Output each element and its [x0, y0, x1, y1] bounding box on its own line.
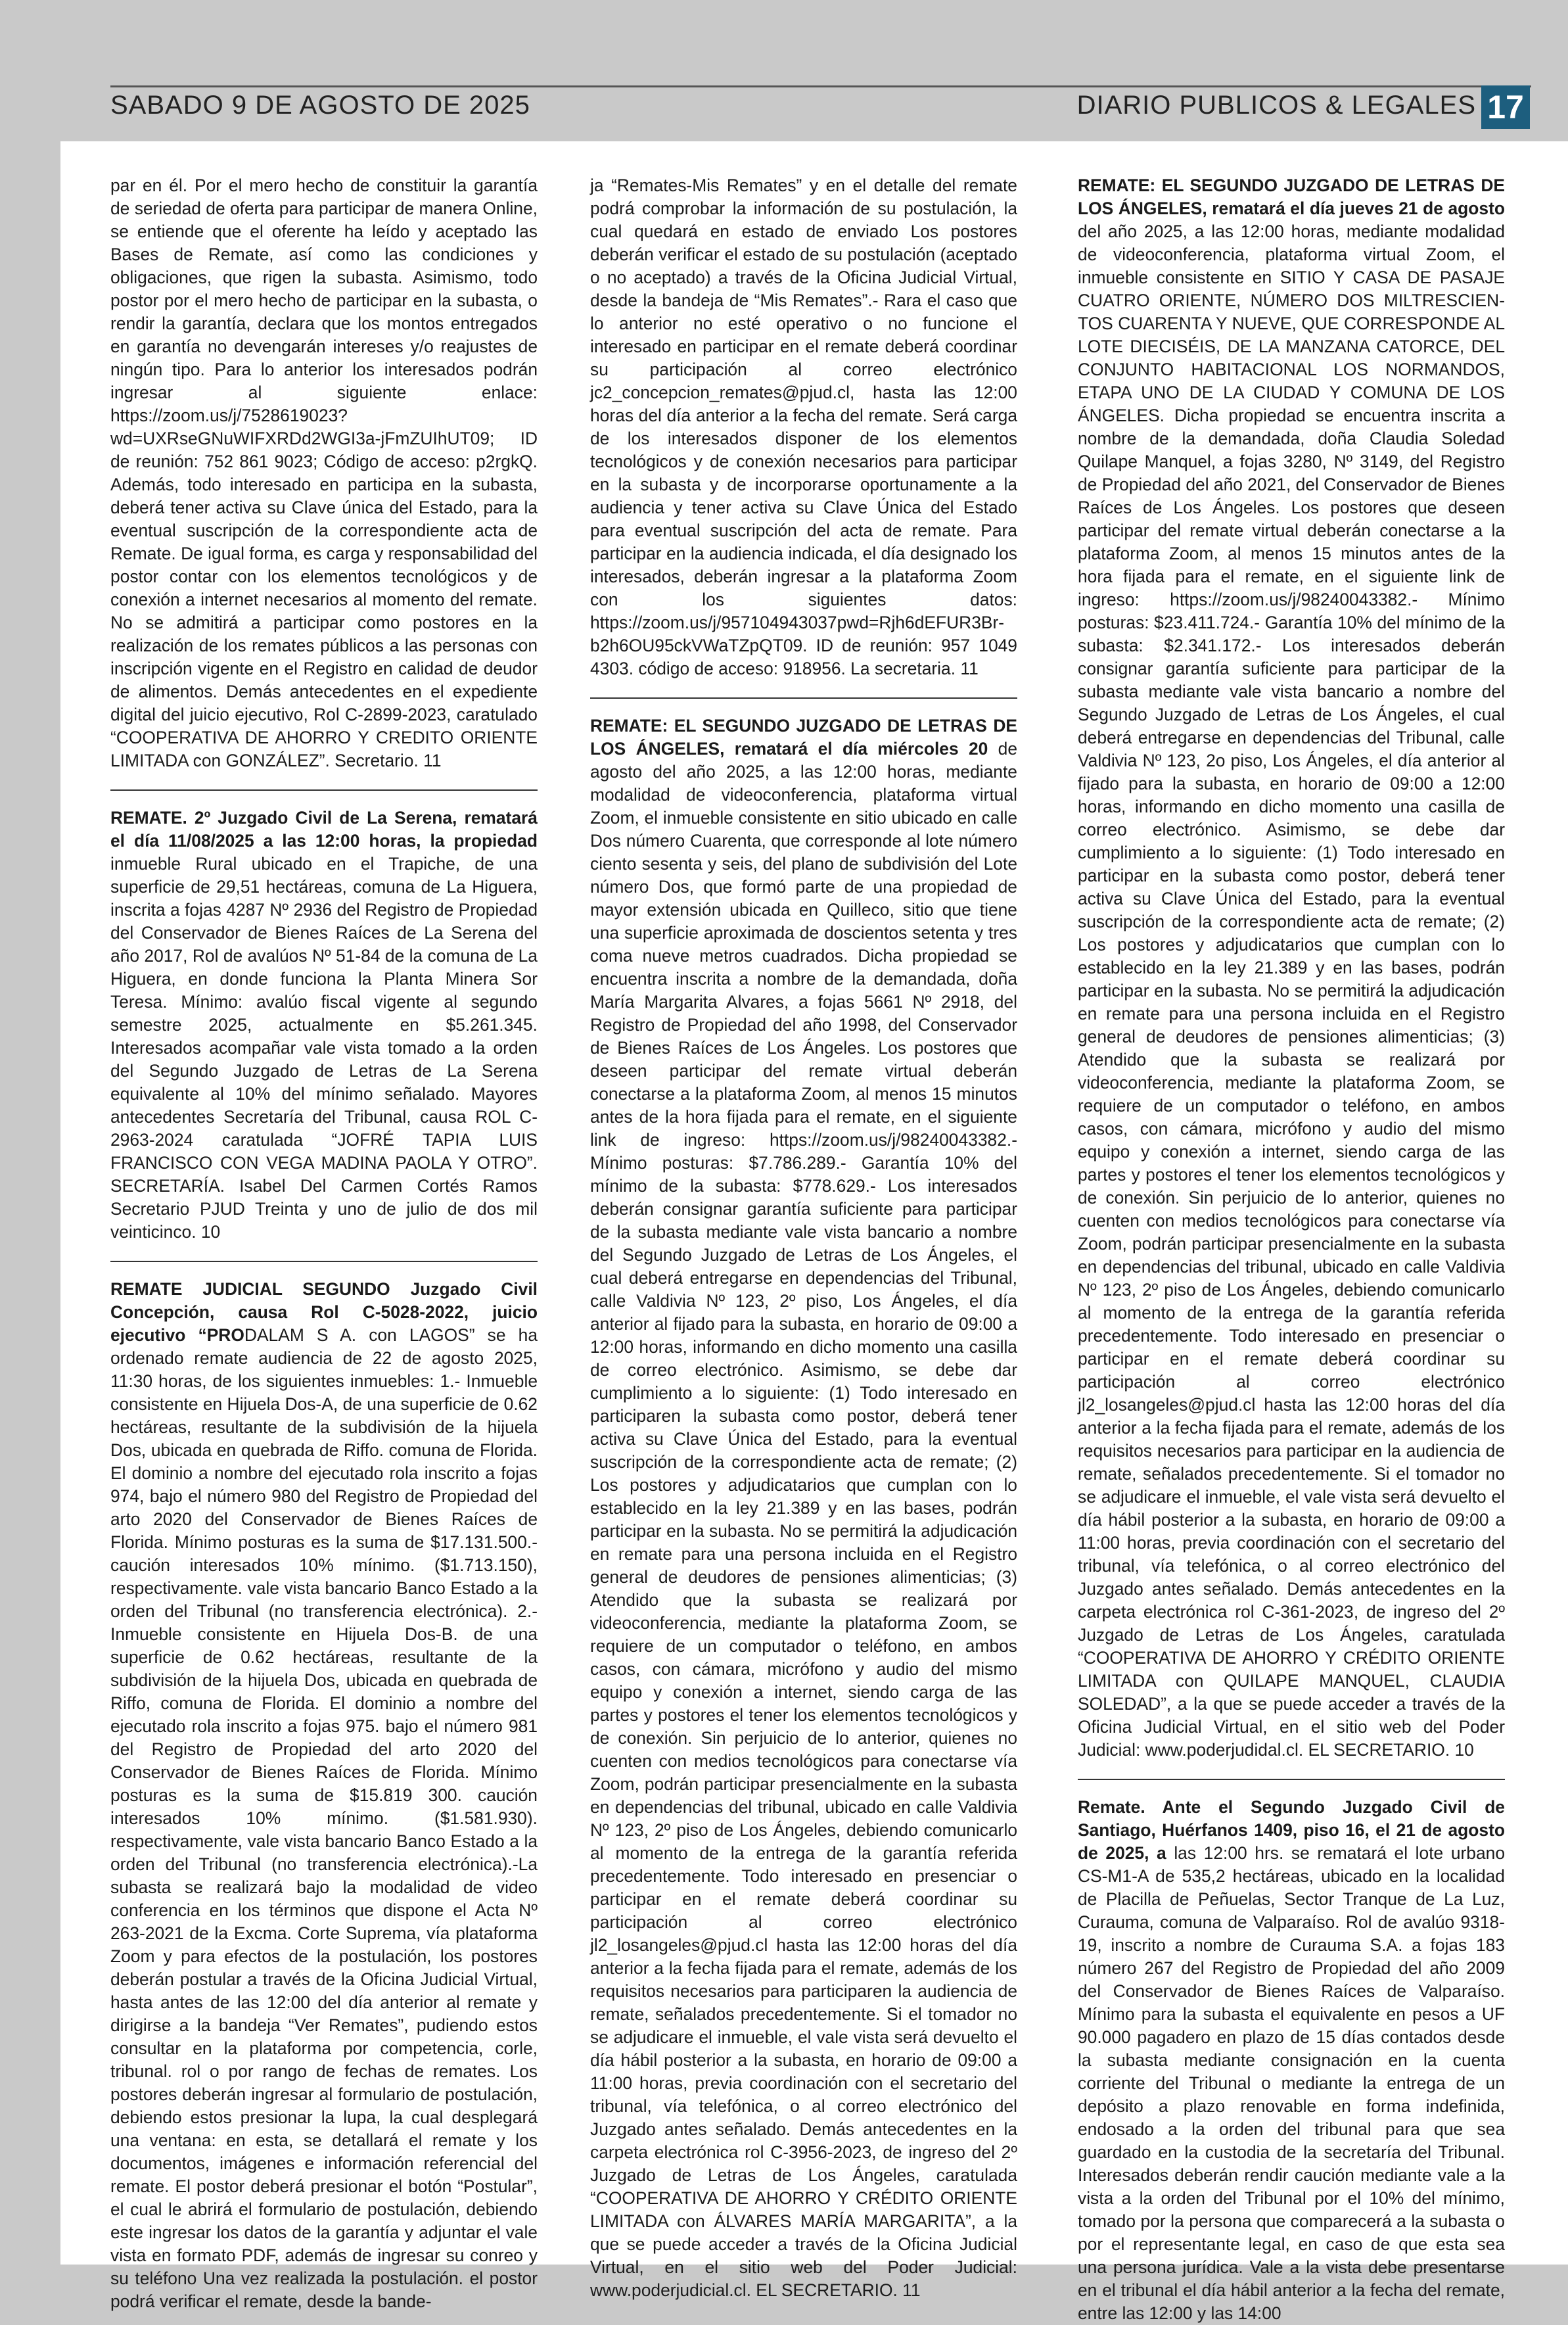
- notice-heading: REMATE: EL SEGUNDO JUZGADO DE LETRAS DE LOS ÁNGELES, rematará el día miércoles 20: [590, 716, 1017, 759]
- notice-body: ja “Remates-Mis Remates” y en el detalle del remate podrá comprobar la información de su postulación, la cual quedará en estado de enviado Los postores deberán verificar el estado de su postulación (aceptado o no aceptado) a través de la Oficina Judicial Virtual, desde la bandeja de “Mis Remates”.- Rara el caso que lo anterior no esté operativo o no funcione el interesado en participar en el remate deberá coordinar su participación al correo electrónico jc2_concepcion_remates@pjud.cl, hasta las 12:00 horas del día anterior a la fecha del remate. Será carga de los interesados disponer de los elementos tecnológicos y de conexión necesarios para participar en la subasta y de incorporarse oportunamente a la audiencia y tener activa su Clave Única del Estado para eventual suscripción del acta de remate. Para participar en la audiencia indicada, el día designado los interesados, deberán ingresar a la plataforma Zoom con los siguientes datos: https://zoom.us/j/957104943037pwd=Rjh6dEFUR3Br-b2h6OU95ckVWaTZpQT09. ID de reunión: 957 1049 4303. código de acceso: 918956. La secretaria. 11: [590, 176, 1017, 678]
- notice-continuation: [590, 174, 1017, 680]
- notice-body: de agosto del año 2025, a las 12:00 horas, mediante modalidad de videoconferencia, plataforma virtual Zoom, el inmueble consistente en sitio ubicado en calle Dos número Cuarenta, que corresponde al lote número ciento sesenta y seis, del plano de subdivisión del Lote número Dos, que formó parte de una propiedad de mayor extensión ubicada en Quilleco, sitio que tiene una superficie aproximada de doscientos setenta y tres coma nueve metros cuadrados. Dicha propiedad se encuentra inscrita a nombre de la demandada, doña María Margarita Alvares, a fojas 5661 Nº 2918, del Registro de Propiedad del año 1998, del Conservador de Bienes Raíces de Los Ángeles. Los postores que deseen participar del remate virtual deberán conectarse a la plataforma Zoom, al menos 15 minutos antes de la hora fijada para el remate, en el siguiente link de ingreso: https://zoom.us/j/98240043382.- Mínimo posturas: $7.786.289.- Garantía 10% del mínimo de la subasta: $778.629.- Los interesados deberán consignar garantía suficiente para participar de la subasta mediante vale vista bancario a nombre del Segundo Juzgado de Letras de Los Ángeles, el cual deberá entregarse en dependencias del Tribunal, calle Valdivia Nº 123, 2º piso, Los Ángeles, el día anterior al fijado para la subasta, en horario de 09:00 a 12:00 horas, informando en dicho momento una casilla de correo electrónico. Asimismo, se debe dar cumplimiento a lo siguiente: (1) Todo interesado en participaren la subasta como postor, deberá tener activa su Clave Única del Estado, para la eventual suscripción de la correspondiente acta de remate; (2) Los postores y adjudicatarios que cumplan con lo establecido en la ley 21.389 y en las bases, podrán participar en la subasta. No se permitirá la adjudicación en remate para una persona incluida en el Registro general de deudores de pensiones alimenticias; (3) Atendido que la subasta se realizará por videoconferencia, mediante la plataforma Zoom, se requiere de un computador o teléfono, en ambos casos, con cámara, micrófono y audio del mismo equipo y conexión a internet, siendo carga de las partes y postores el tener los elementos tecnológicos y de conexión. Sin perjuicio de lo anterior, quienes no cuenten con medios tecnológicos para conectarse vía Zoom, podrán participar presencialmente en la subasta en dependencias del tribunal, ubicado en calle Valdivia Nº 123, 2º piso de Los Ángeles, debiendo comunicarlo al momento de la entrega de la garantía referida precedentemente. Todo interesado en presenciar o participar en el remate deberá coordinar su participación al correo electrónico jl2_losangeles@pjud.cl hasta las 12:00 horas del día anterior a la fecha fijada para el remate, además de los requisitos necesarios para participaren la audiencia de remate, señalados precedentemente. Si el tomador no se adjudicare el inmueble, el vale vista será devuelto el día hábil posterior a la subasta, en horario de 09:00 a 11:00 horas, previa coordinación con el secretario del tribunal, vía telefónica, o al correo electrónico del Juzgado antes señalado. Demás antecedentes en la carpeta electrónica rol C-3956-2023, de ingreso del 2º Juzgado de Letras de Los Ángeles, caratulada “COOPERATIVA DE AHORRO Y CRÉDITO ORIENTE LIMITADA con ÁLVARES MARÍA MARGARITA”, a la que se puede acceder a través de la Oficina Judicial Virtual, en el sitio web del Poder Judicial: www.poderjudicial.cl. EL SECRETARIO. 11: [590, 739, 1018, 2300]
- notice-divider: [110, 789, 538, 791]
- notice-continuation: [110, 174, 538, 772]
- page-number: 17: [1481, 85, 1530, 129]
- header-rule: [110, 85, 1531, 87]
- notice-heading: Remate. Ante el Segundo Juzgado Civil de Santiago, Huérfanos 1409, piso 16, el 21 de agosto de 2025, a: [1078, 1797, 1505, 1863]
- notice-la-serena: [110, 807, 538, 1244]
- notice-body: del año 2025, a las 12:00 horas, mediante modalidad de videoconferencia, plataforma virtual Zoom, el inmueble consistente en SITIO Y CASA DE PASAJE CUATRO ORIENTE, NÚMERO DOS MILTRESCIEN-TOS CUARENTA Y NUEVE, QUE CORRESPONDE AL LOTE DIECISÉIS, DE LA MANZANA CATORCE, DEL CONJUNTO HABITACIONAL LOS NORMANDOS, ETAPA UNO DE LA CIUDAD Y COMUNA DE LOS ÁNGELES. Dicha propiedad se encuentra inscrita a nombre de la demandada, doña Claudia Soledad Quilape Manquel, a fojas 3280, Nº 3149, del Registro de Propiedad del año 2021, del Conservador de Bienes Raíces de Los Ángeles. Los postores que deseen participar del remate virtual deberán conectarse a la plataforma Zoom, al menos 15 minutos antes de la hora fijada para el remate, en el siguiente link de ingreso: https://zoom.us/j/98240043382.- Mínimo posturas: $23.411.724.- Garantía 10% del mínimo de la subasta: $2.341.172.- Los interesados deberán consignar garantía suficiente para participar de la subasta mediante vale vista bancario a nombre del Segundo Juzgado de Letras de Los Ángeles, el cual deberá entregarse en dependencias del Tribunal, calle Valdivia Nº 123, 2o piso, Los Ángeles, el día anterior al fijado para la subasta, en horario de 09:00 a 12:00 horas, informando en dicho momento una casilla de correo electrónico. Asimismo, se debe dar cumplimiento a lo siguiente: (1) Todo interesado en participar en la subasta como postor, deberá tener activa su Clave Única del Estado, para la eventual suscripción de la correspondiente acta de remate; (2) Los postores y adjudicatarios que cumplan con lo establecido en la ley 21.389 y en las bases, podrán participar en la subasta. No se permitirá la adjudicación en remate para una persona incluida en el Registro general de deudores de pensiones alimenticias; (3) Atendido que la subasta se realizará por videoconferencia, mediante la plataforma Zoom, se requiere de un computador o teléfono, en ambos casos, con cámara, micrófono y audio del mismo equipo y conexión a internet, siendo carga de las partes y postores el tener los elementos tecnológicos y de conexión. Sin perjuicio de lo anterior, quienes no cuenten con medios tecnológicos para conectarse vía Zoom, podrán participar presencialmente en la subasta en dependencias del tribunal, ubicado en calle Valdivia Nº 123, 2º piso de Los Ángeles, debiendo comunicarlo al momento de la entrega de la garantía referida precedentemente. Todo interesado en presenciar o participar en el remate deberá coordinar su participación al correo electrónico jl2_losangeles@pjud.cl hasta las 12:00 horas del día anterior a la fecha fijada para el remate, además de los requisitos necesarios para participar en la audiencia de remate, señalados precedentemente. Si el tomador no se adjudicare el inmueble, el vale vista será devuelto el día hábil posterior a la subasta, en horario de 09:00 a 11:00 horas, previa coordinación con el secretario del tribunal, vía telefónica, o al correo electrónico del Juzgado antes señalado. Demás antecedentes en la carpeta electrónica rol C-361-2023, de ingreso del 2º Juzgado de Letras de Los Ángeles, caratulada “COOPERATIVA DE AHORRO Y CRÉDITO ORIENTE LIMITADA con QUILAPE MANQUEL, CLAUDIA SOLEDAD”, a la que se puede acceder a través de la Oficina Judicial Virtual, en el sitio web del Poder Judicial: www.poderjudidal.cl. EL SECRETARIO. 10: [1078, 222, 1505, 1760]
- notice-heading: REMATE JUDICIAL SEGUNDO Juzgado Civil Concepción, causa Rol C-5028-2022, juicio ejecutivo “PRO: [110, 1279, 538, 1345]
- notice-body: inmueble Rural ubicado en el Trapiche, de una superficie de 29,51 hectáreas, comuna de La Higuera, inscrita a fojas 4287 Nº 2936 del Registro de Propiedad del Conservador de Bienes Raíces de La Serena del año 2017, Rol de avalúos Nº 51-84 de la comuna de La Higuera, en donde funciona la Planta Minera Sor Teresa. Mínimo: avalúo fiscal vigente al segundo semestre 2025, actualmente en $5.261.345. Interesados acompañar vale vista tomado a la orden del Segundo Juzgado de Letras de La Serena equivalente al 10% del mínimo señalado. Mayores antecedentes Secretaría del Tribunal, causa ROL C-2963-2024 caratulada “JOFRÉ TAPIA LUIS FRANCISCO CON VEGA MADINA PAOLA Y OTRO”. SECRETARÍA. Isabel Del Carmen Cortés Ramos Secretario PJUD Treinta y uno de julio de dos mil veinticinco. 10: [110, 854, 538, 1242]
- notice-los-angeles-20: [590, 715, 1017, 2302]
- notice-divider: [110, 1261, 538, 1262]
- notice-body: par en él. Por el mero hecho de constituir la garantía de seriedad de oferta para participar de manera Online, se entiende que el oferente ha leído y aceptado las Bases de Remate, así como las condiciones y obligaciones, que rigen la subasta. Asimismo, todo postor por el mero hecho de participar en la subasta, o rendir la garantía, declara que los montos entregados en garantía no devengarán intereses y/o reajustes de ningún tipo. Para lo anterior los interesados podrán ingresar al siguiente enlace: https://zoom.us/j/7528619023?wd=UXRseGNuWIFXRDd2WGI3a-jFmZUIhUT09; ID de reunión: 752 861 9023; Código de acceso: p2rgkQ. Además, todo interesado en participa en la subasta, deberá tener activa su Clave única del Estado, para la eventual suscripción de la correspondiente acta de Remate. De igual forma, es carga y responsabilidad del postor contar con los elementos tecnológicos y de conexión a internet necesarios al momento del remate. No se admitirá a participar como postores en la realización de los remates públicos a las personas con inscripción vigente en el Registro en calidad de deudor de alimentos. Demás antecedentes en el expediente digital del juicio ejecutivo, Rol C-2899-2023, caratulado “COOPERATIVA DE AHORRO Y CREDITO ORIENTE LIMITADA con GONZÁLEZ”. Secretario. 11: [110, 176, 538, 770]
- header-publication: DIARIO PUBLICOS & LEGALES: [1076, 91, 1476, 120]
- column-2: [590, 174, 1018, 2300]
- notice-heading: REMATE. 2º Juzgado Civil de La Serena, rematará el día 11/08/2025 a las 12:00 horas, la propiedad: [110, 808, 538, 851]
- notice-santiago: [1078, 1796, 1505, 2325]
- header-date: SABADO 9 DE AGOSTO DE 2025: [110, 91, 530, 120]
- column-3: [1078, 174, 1505, 2323]
- notice-divider: [590, 697, 1017, 699]
- notice-body: las 12:00 hrs. se rematará el lote urbano CS-M1-A de 535,2 hectáreas, ubicado en la localidad de Placilla de Peñuelas, Sector Tranque de La Luz, Curauma, comuna de Valparaíso. Rol de avalúo 9318-19, inscrito a nombre de Curauma S.A. a fojas 183 número 267 del Registro de Propiedad del año 2009 del Conservador de Bienes Raíces de Valparaíso. Mínimo para la subasta el equivalente en pesos a UF 90.000 pagadero en plazo de 15 días contados desde la subasta mediante consignación en la cuenta corriente del Tribunal o mediante la entrega de un depósito a plazo renovable en forma indefinida, endosado a la orden del tribunal para que sea guardado en la custodia de la secretaría del Tribunal. Interesados deberán rendir caución mediante vale a la vista a la orden del Tribunal por el 10% del mínimo, tomado por la persona que comparecerá a la subasta o por el representante legal, en caso de que esta sea una persona jurídica. Vale a la vista debe presentarse en el tribunal el día hábil anterior a la fecha del remate, entre las 12:00 y las 14:00: [1078, 1843, 1505, 2323]
- notice-los-angeles-21: [1078, 174, 1505, 1762]
- notice-body: DALAM S A. con LAGOS” se ha ordenado remate audiencia de 22 de agosto 2025, 11:30 horas, de los siguientes inmuebles: 1.- Inmueble consistente en Hijuela Dos-A, de una superficie de 0.62 hectáreas, resultante de la subdivisión de la hijuela Dos, ubicada en quebrada de Riffo. comuna de Florida. El dominio a nombre del ejecutado rola inscrito a fojas 974, bajo el número 980 del Registro de Propiedad del arto 2020 del Conservador de Bienes Raíces de Florida. Mínimo posturas es la suma de $17.131.500.- caución interesados 10% mínimo. ($1.713.150), respectivamente. vale vista bancario Banco Estado a la orden del Tribunal (no transferencia electrónica). 2.- Inmueble consistente en Hijuela Dos-B. de una superficie de 0.62 hectáreas, resultante de la subdivisión de la hijuela Dos, ubicada en quebrada de Riffo, comuna de Florida. El dominio a nombre del ejecutado rola inscrito a fojas 975. bajo el número 981 del Registro de Propiedad del arto 2020 del Conservador de Bienes Raíces de Florida. Mínimo posturas es la suma de $15.819 300. caución interesados 10% mínimo. ($1.581.930). respectivamente, vale vista bancario Banco Estado a la orden del Tribunal (no transferencia electrónica).-La subasta se realizará bajo la modalidad de video conferencia en los términos que dispone el Acta Nº 263-2021 de la Excma. Corte Suprema, vía plataforma Zoom y para efectos de la postulación, los postores deberán postular a través de la Oficina Judicial Virtual, hasta antes de las 12:00 del día anterior al remate y dirigirse a la bandeja “Ver Remates”, pudiendo estos consultar en la plataforma por competencia, corle, tribunal. rol o por rango de fechas de remates. Los postores deberán ingresar al formulario de postulación, debiendo estos presionar la lupa, la cual desplegará una ventana: en esta, se detallará el remate y los documentos, imágenes e información referencial del remate. El postor deberá presionar el botón “Postular”, el cual le abrirá el formulario de postulación, debiendo este ingresar los datos de la garantía y adjuntar el vale vista en formato PDF, además de ingresar su conreo y su teléfono Una vez realizada la postulación. el postor podrá verificar el remate, desde la bande-: [110, 1325, 538, 2311]
- notice-concepcion: [110, 1278, 538, 2313]
- column-1: [110, 174, 538, 2311]
- notice-divider: [1078, 1779, 1505, 1780]
- notice-heading: REMATE: EL SEGUNDO JUZGADO DE LETRAS DE LOS ÁNGELES, rematará el día jueves 21 de agosto: [1078, 176, 1505, 218]
